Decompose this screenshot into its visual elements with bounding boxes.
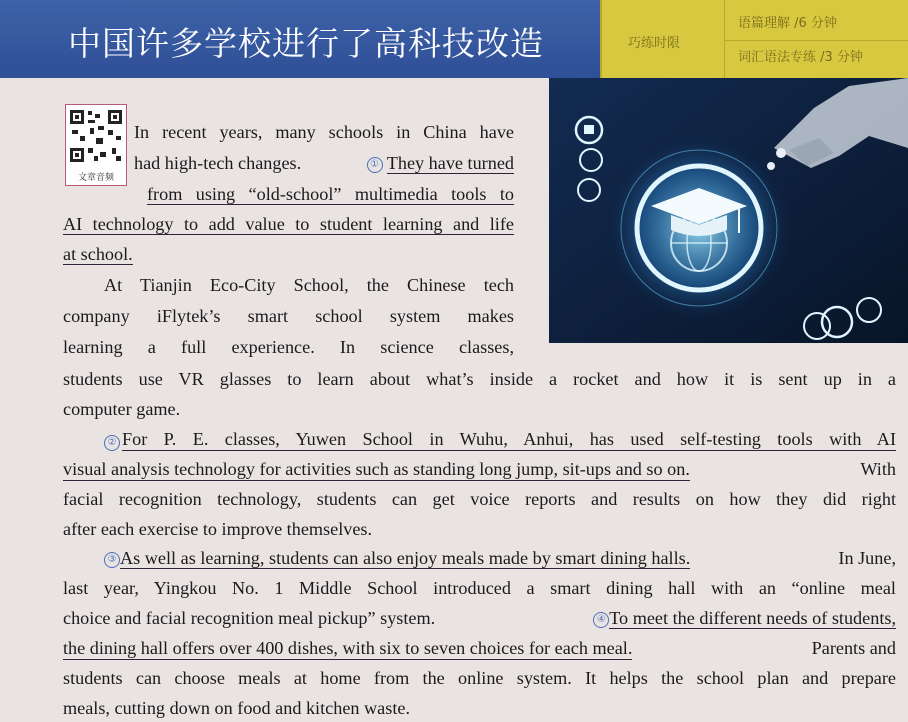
vocab-time: 词汇语法专练 /3 分钟 [738,50,863,65]
p4-line-2: last year, Yingkou No. 1 Middle School introduced a smart dining hall with an “online meal [63,578,896,598]
highlight-sentence-1-cont: from using “old-school” multimedia tools to [147,184,514,204]
time-row-divider [725,40,908,41]
p1-line-2-text: had high-tech changes. [134,153,302,173]
reading-time: 语篇理解 /6 分钟 [738,16,837,31]
highlight-sentence-2: For P. E. classes, Yuwen School in Wuhu, Anhui, has used self-testing tools with AI [122,429,896,449]
qr-code-icon [68,108,124,164]
p4-line-1 [104,547,896,569]
p4-line-6: meals, cutting down on food and kitchen waste. [63,698,411,718]
p3-line-2 [63,458,896,481]
highlight-sentence-4-end: the dining hall offers over 400 dishes, with six to seven choices for each meal. [63,638,633,658]
time-limit-box [600,0,908,78]
p4-line-3-text: choice and facial recognition meal pickup” system. [63,608,436,628]
p1-line-2 [134,152,514,174]
time-limit-label: 巧练时限 [628,36,681,51]
highlight-sentence-4: To meet the different needs of students, [609,608,896,628]
article-title: 中国许多学校进行了高科技改造 [68,24,544,63]
p1-line-5 [63,243,133,265]
highlight-sentence-1-cont: AI technology to add value to student learning and life [63,214,514,234]
ai-education-illustration [549,78,908,343]
p1-line-4 [63,213,514,235]
audio-label: 文章音频 [77,173,114,183]
p4-line-5: students can choose meals at home from the online system. It helps the school plan and prepare [63,668,896,688]
circled-number-1: ① [367,157,383,173]
p3-line-1 [104,428,896,451]
highlight-sentence-2-end: visual analysis technology for activities such as standing long jump, sit-ups and so on. [63,459,690,479]
highlight-sentence-3: As well as learning, students can also enjoy meals made by smart dining halls. [120,548,691,568]
p4-line-3 [63,607,896,629]
p3-line-2-tail: With [860,459,896,479]
p2-line-2: company iFlytek’s smart school system makes [63,306,514,326]
p4-line-4 [63,637,896,660]
circled-number-2: ② [104,435,120,451]
highlight-sentence-1: They have turned [386,153,514,173]
p3-line-3: facial recognition technology, students can get voice reports and results on how they did right [63,489,896,509]
p2-line-5: computer game. [63,399,181,419]
p1-line-1: In recent years, many schools in China have [134,122,514,142]
audio-qr-code[interactable] [65,104,127,186]
circled-number-4: ④ [593,612,609,628]
p4-line-4-tail: Parents and [811,638,896,658]
ai-education-graphic [549,78,908,343]
p1-line-3 [147,183,514,205]
p2-line-1: At Tianjin Eco-City School, the Chinese tech [104,275,514,295]
p2-line-4: students use VR glasses to learn about what’s inside a rocket and how it is sent up in a [63,369,896,389]
circled-number-3: ③ [104,552,120,568]
p3-line-4: after each exercise to improve themselves. [63,519,373,539]
p2-line-3: learning a full experience. In science classes, [63,337,514,357]
time-divider [724,0,725,78]
highlight-sentence-1-end: at school. [63,244,133,264]
title-banner [0,0,600,78]
p4-line-1-tail: In June, [838,548,896,568]
